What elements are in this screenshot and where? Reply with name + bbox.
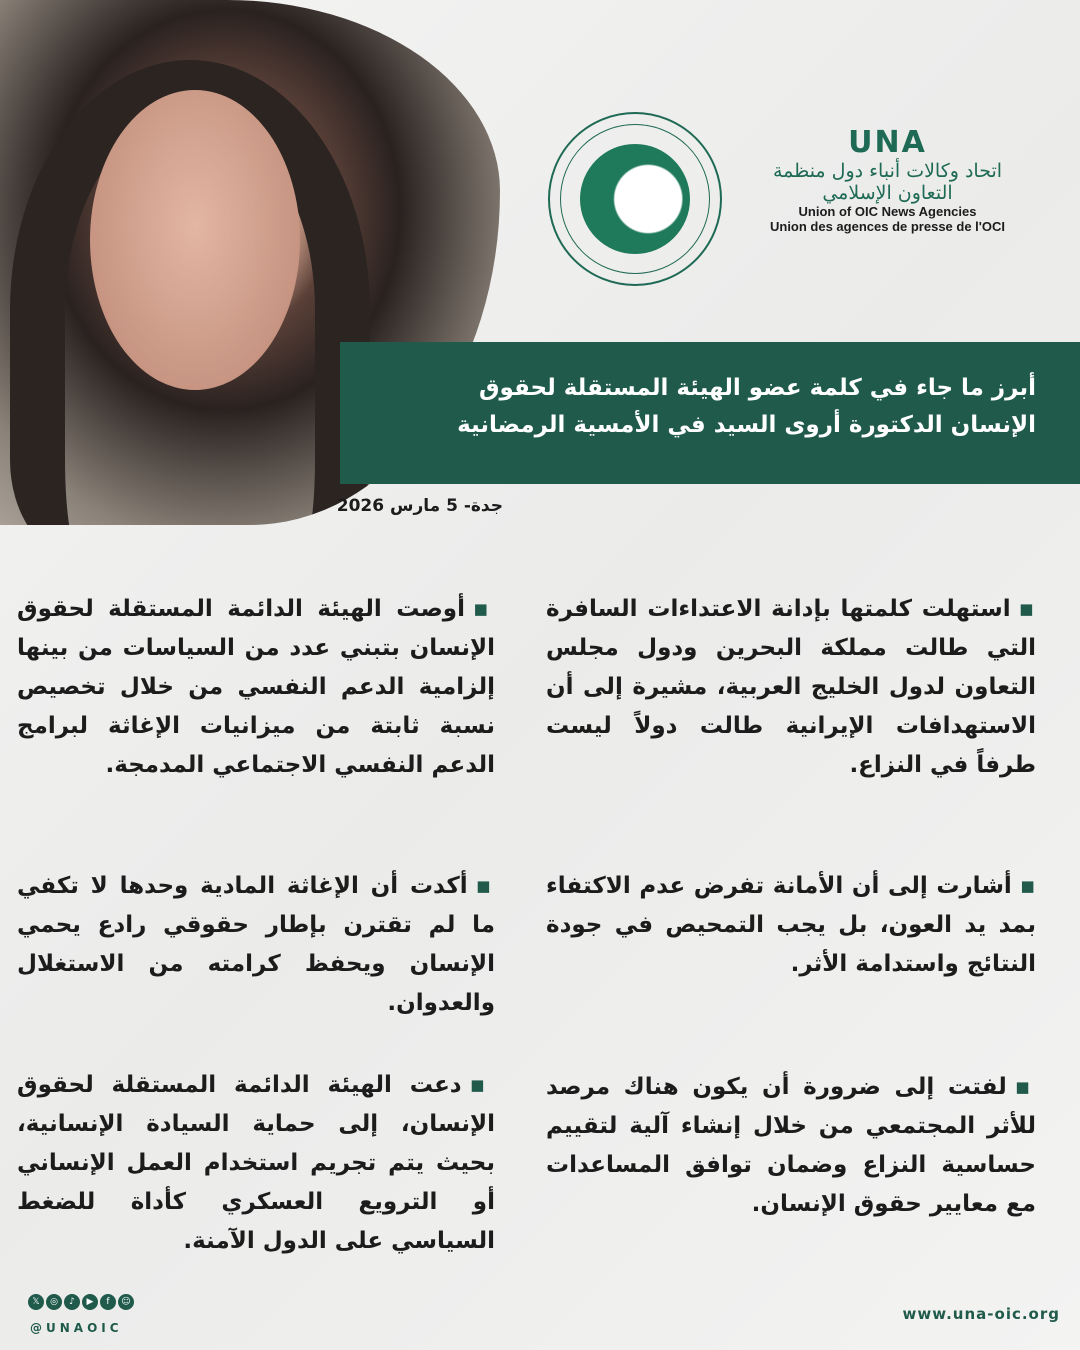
una-logo: [760, 125, 1015, 234]
instagram-icon[interactable]: ◎: [46, 1294, 62, 1310]
list-item: ▪دعت الهيئة الدائمة المستقلة لحقوق الإنسان، إلى حماية السيادة الإنسانية، بحيث يتم تجريم استخدام العمل الإنساني أو الترويع العسكري كأداة للضغط السياسي على الدول الآمنة.: [17, 1072, 496, 1254]
x-icon[interactable]: 𝕏: [28, 1294, 44, 1310]
list-item: ▪أكدت أن الإغاثة المادية وحدها لا تكفي ما لم تقترن بإطار حقوقي رادع يحمي الإنسان ويحفظ كرامته من الاستغلال والعدوان.: [17, 873, 495, 1016]
title-line-2: الإنسان الدكتورة أروى السيد في الأمسية الرمضانية: [457, 412, 1036, 438]
dateline: جدة- 5 مارس 2026: [336, 496, 503, 516]
snapchat-icon[interactable]: ☺: [118, 1294, 134, 1310]
una-mark: UNA: [848, 125, 927, 160]
title-line-1: أبرز ما جاء في كلمة عضو الهيئة المستقلة لحقوق: [478, 375, 1036, 401]
list-item: ▪استهلت كلمتها بإدانة الاعتداءات السافرة التي طالت مملكة البحرين ودول مجلس التعاون لدول الخليج العربية، مشيرة إلى أن الاستهدافات الإيرانية طالت دولاً ليست طرفاً في النزاع.: [546, 596, 1036, 778]
item-text: أشارت إلى أن الأمانة تفرض عدم الاكتفاء بمد يد العون، بل يجب التمحيص في جودة النتائج واستدامة الأثر.: [546, 873, 1036, 977]
list-item: ▪أوصت الهيئة الدائمة المستقلة لحقوق الإنسان بتبني عدد من السياسات من بينها إلزامية الدعم النفسي من خلال تخصيص نسبة ثابتة من ميزانيات الإغاثة لبرامج الدعم النفسي الاجتماعي المدمجة.: [17, 596, 495, 778]
page-title: [396, 370, 1036, 444]
youtube-icon[interactable]: ▶: [82, 1294, 98, 1310]
item-text: دعت الهيئة الدائمة المستقلة لحقوق الإنسان، إلى حماية السيادة الإنسانية، بحيث يتم تجريم استخدام العمل الإنساني أو الترويع العسكري كأداة للضغط السياسي على الدول الآمنة.: [17, 1072, 495, 1254]
website-link[interactable]: www.una-oic.org: [902, 1305, 1060, 1323]
una-french-name: Union des agences de presse de l'OCI: [769, 219, 1005, 234]
list-item: ▪لفتت إلى ضرورة أن يكون هناك مرصد للأثر المجتمعي من خلال إنشاء آلية لتقييم حساسية النزاع وضمان توافق المساعدات مع معايير حقوق الإنسان.: [546, 1074, 1036, 1217]
social-icons: [28, 1294, 134, 1310]
item-text: أكدت أن الإغاثة المادية وحدها لا تكفي ما لم تقترن بإطار حقوقي رادع يحمي الإنسان ويحفظ كرامته من الاستغلال والعدوان.: [17, 873, 495, 1016]
iphrc-logo: [548, 112, 722, 286]
facebook-icon[interactable]: f: [100, 1294, 116, 1310]
item-text: لفتت إلى ضرورة أن يكون هناك مرصد للأثر المجتمعي من خلال إنشاء آلية لتقييم حساسية النزاع وضمان توافق المساعدات مع معايير حقوق الإنسان.: [546, 1074, 1036, 1217]
title-banner: [340, 342, 1080, 484]
list-item: ▪أشارت إلى أن الأمانة تفرض عدم الاكتفاء بمد يد العون، بل يجب التمحيص في جودة النتائج واستدامة الأثر.: [546, 873, 1036, 977]
una-english-name: Union of OIC News Agencies: [798, 204, 977, 219]
item-text: استهلت كلمتها بإدانة الاعتداءات السافرة التي طالت مملكة البحرين ودول مجلس التعاون لدول الخليج العربية، مشيرة إلى أن الاستهدافات الإيرانية طالت دولاً ليست طرفاً في النزاع.: [546, 596, 1036, 778]
social-handle: @UNAOIC: [30, 1321, 123, 1335]
tiktok-icon[interactable]: ♪: [64, 1294, 80, 1310]
item-text: أوصت الهيئة الدائمة المستقلة لحقوق الإنسان بتبني عدد من السياسات من بينها إلزامية الدعم النفسي من خلال تخصيص نسبة ثابتة من ميزانيات الإغاثة لبرامج الدعم النفسي الاجتماعي المدمجة.: [17, 596, 495, 778]
una-arabic-name: اتحاد وكالات أنباء دول منظمة التعاون الإسلامي: [772, 160, 1003, 204]
